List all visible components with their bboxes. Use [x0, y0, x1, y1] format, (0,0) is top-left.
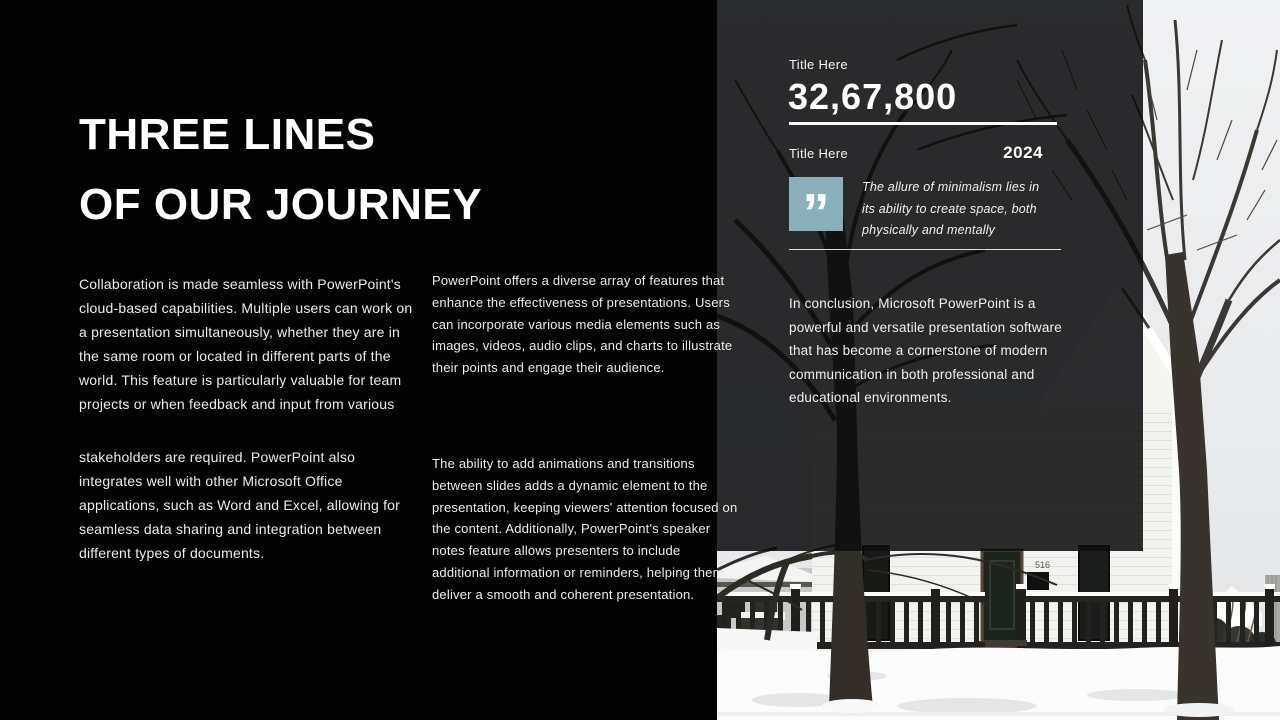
- stats-overlay-panel: [717, 0, 1143, 551]
- left-paragraph-2: stakeholders are required. PowerPoint also integrates well with other Microsoft Office applications, such as Word and Excel, allowing for seamless data sharing and integration between different types of documents.: [79, 449, 401, 561]
- stat-underline: [789, 122, 1057, 125]
- quote-icon: [789, 177, 843, 244]
- left-text-column: [79, 272, 415, 565]
- title-line-2: OF OUR JOURNEY: [79, 180, 483, 229]
- quote-mark-glyph: ”: [802, 183, 830, 244]
- photo-house-number: 516: [1035, 560, 1051, 570]
- quote-block: [789, 177, 1065, 242]
- quote-text: The allure of minimalism lies in its ability to create space, both physically and mentally: [862, 180, 1040, 237]
- middle-text-column: [432, 270, 739, 606]
- sub-title-row: [789, 143, 1057, 163]
- stat-title-label: Title Here: [789, 57, 848, 72]
- stat-value: 32,67,800: [788, 76, 958, 117]
- sub-title-label: Title Here: [789, 146, 848, 161]
- conclusion-paragraph: In conclusion, Microsoft PowerPoint is a powerful and versatile presentation software that has become a cornerstone of modern communication in both professional and educational environments.: [789, 296, 1062, 405]
- year-label: 2024: [1003, 143, 1043, 162]
- title-line-1: THREE LINES: [79, 110, 376, 159]
- middle-paragraph-1: PowerPoint offers a diverse array of features that enhance the effectiveness of presentations. Users can incorporate various media elements such as images, videos, audio clips, and charts to illustrate their points and engage their audience.: [432, 273, 733, 376]
- quote-divider: [789, 249, 1061, 250]
- middle-paragraph-2: The ability to add animations and transitions between slides adds a dynamic element to the presentation, keeping viewers' attention focused on the content. Additionally, PowerPoint's speaker notes feature allows presenters to include additional information or reminders, helping them deliver a smooth and coherent presentation.: [432, 455, 738, 602]
- slide-title: [79, 100, 482, 240]
- left-paragraph-1: Collaboration is made seamless with PowerPoint's cloud-based capabilities. Multiple users can work on a presentation simultaneously, whether they are in the same room or located in different parts of the world. This feature is particularly valuable for team projects or when feedback and input from various: [79, 276, 413, 412]
